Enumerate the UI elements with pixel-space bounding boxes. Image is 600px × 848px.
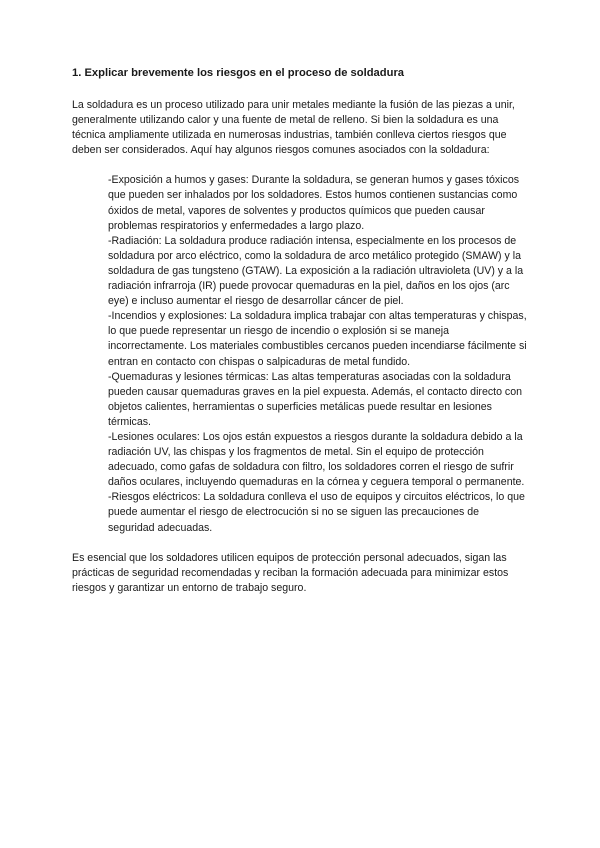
conclusion-paragraph: Es esencial que los soldadores utilicen equipos de protección personal adecuados, sigan las prácticas de seguridad recomendadas y reciban la formación adecuada para minimizar estos riesgos y garantizar un entorno de trabajo seguro. (72, 551, 509, 594)
risk-list (108, 173, 528, 535)
risk-item-incendios: -Incendios y explosiones: La soldadura implica trabajar con altas temperaturas y chispas, lo que puede representar un riesgo de incendio o explosión si se maneja incorrectamente. Los materiales combustibles cercanos pueden incendiarse fácilmente si entran en contacto con chispas o salpicaduras de metal fundido. (108, 310, 527, 368)
risk-item-radiacion: -Radiación: La soldadura produce radiación intensa, especialmente en los procesos de soldadura por arco eléctrico, como la soldadura de arco metálico protegido (SMAW) y la soldadura de gas tungsteno (GTAW). La exposición a la radiación ultravioleta (UV) y a la radiación infrarroja (IR) puede provocar quemaduras en la piel, daños en los ojos (arc eye) e incluso aumentar el riesgo de desarrollar cáncer de piel. (108, 234, 524, 308)
intro-paragraph: La soldadura es un proceso utilizado para unir metales mediante la fusión de las piezas a unir, generalmente utilizando calor y una fuente de metal de relleno. Si bien la soldadura es una técnica ampliamente utilizada en numerosas industrias, también conlleva ciertos riesgos que deben ser considerados. Aquí hay algunos riesgos comunes asociados con la soldadura: (72, 99, 515, 157)
risk-item-humos-gases: -Exposición a humos y gases: Durante la soldadura, se generan humos y gases tóxicos que pueden ser inhalados por los soldadores. Estos humos contienen sustancias como óxidos de metal, vapores de solventes y productos químicos que pueden causar problemas respiratorios y enfermedades a largo plazo. (108, 174, 520, 232)
risk-item-lesiones-oculares: -Lesiones oculares: Los ojos están expuestos a riesgos durante la soldadura debido a la radiación UV, las chispas y los fragmentos de metal. Sin el equipo de protección adecuado, como gafas de soldadura con filtro, los soldadores corren el riesgo de sufrir daños oculares, incluyendo quemaduras en la córnea y ceguera temporal o permanente. (108, 430, 525, 489)
risk-item-quemaduras: -Quemaduras y lesiones térmicas: Las altas temperaturas asociadas con la soldadura pueden causar quemaduras graves en la piel expuesta. Además, el contacto directo con objetos calientes, herramientas o superficies metálicas puede resultar en lesiones térmicas. (108, 370, 523, 428)
risk-item-riesgos-electricos: -Riesgos eléctricos: La soldadura conlleva el uso de equipos y circuitos eléctricos, lo que puede aumentar el riesgo de electrocución si no se siguen las precauciones de seguridad adecuadas. (108, 491, 525, 534)
section-heading: 1. Explicar brevemente los riesgos en el proceso de soldadura (72, 67, 405, 79)
document-page (72, 66, 528, 596)
